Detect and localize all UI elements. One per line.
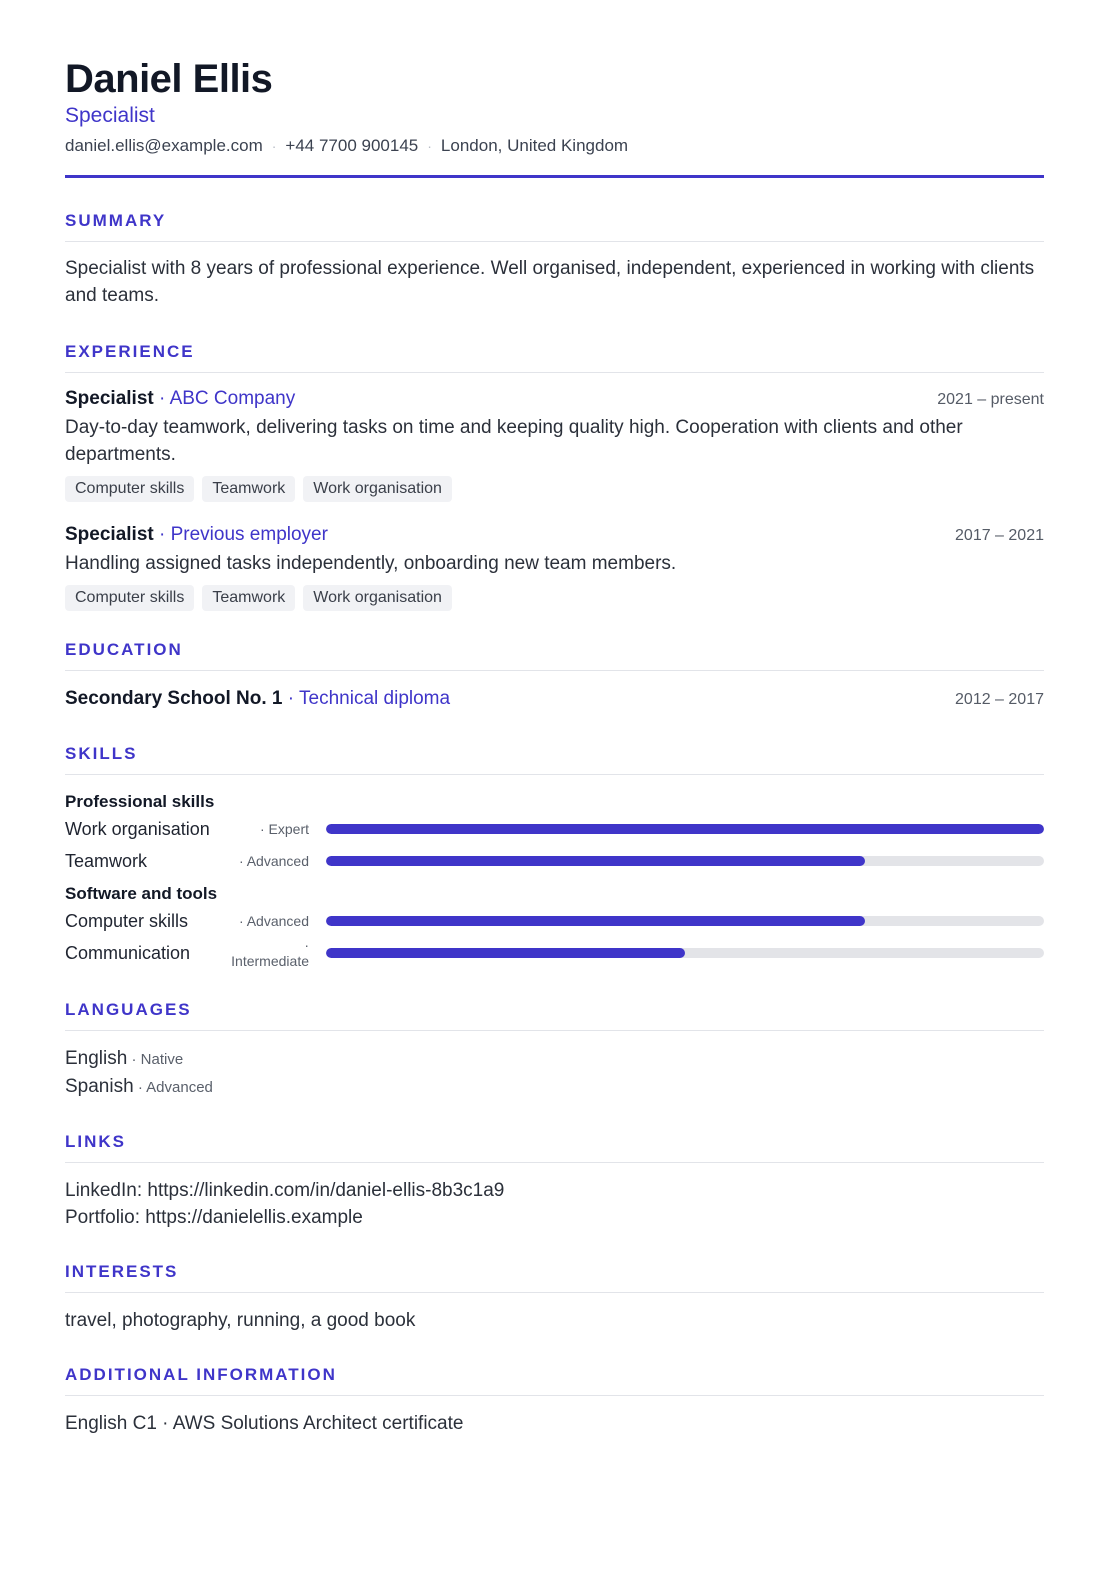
- section-title: EXPERIENCE: [65, 341, 1044, 373]
- skill-name: Teamwork: [65, 850, 148, 871]
- skill-level: · Intermediate: [231, 937, 309, 969]
- contact-line: [65, 134, 1044, 158]
- language-name: English: [65, 1048, 128, 1069]
- interests-section: [65, 1261, 1044, 1334]
- skill-bar-fill: [326, 824, 1044, 834]
- contact-separator: ·: [427, 138, 432, 154]
- job-dates: 2021 – present: [937, 391, 1044, 408]
- phone[interactable]: +44 7700 900145: [285, 136, 419, 155]
- skills-section: [65, 743, 1044, 969]
- skill-bar: [326, 856, 1044, 866]
- school-name: Secondary School No. 1: [65, 688, 283, 709]
- skill-tags: [65, 476, 1044, 502]
- skill-name: Work organisation: [65, 818, 210, 839]
- section-title: EDUCATION: [65, 639, 1044, 671]
- languages-section: [65, 999, 1044, 1101]
- job-dates: 2017 – 2021: [955, 527, 1044, 544]
- separator: ·: [159, 388, 170, 409]
- skill-row: [65, 845, 1044, 877]
- separator: ·: [287, 688, 300, 709]
- education-dates: 2012 – 2017: [955, 691, 1044, 708]
- skill-tag: Work organisation: [303, 476, 452, 502]
- separator: ·: [159, 524, 171, 545]
- language-item: [65, 1045, 1044, 1073]
- language-name: Spanish: [65, 1076, 134, 1097]
- location: London, United Kingdom: [440, 136, 629, 155]
- interests-text: travel, photography, running, a good book: [65, 1310, 416, 1331]
- section-title: ADDITIONAL INFORMATION: [65, 1364, 1044, 1396]
- company-name: Previous employer: [170, 524, 328, 545]
- portfolio-link[interactable]: Portfolio: https://danielellis.example: [65, 1207, 363, 1228]
- section-title: INTERESTS: [65, 1261, 1044, 1293]
- skill-bar: [326, 824, 1044, 834]
- candidate-name: Daniel Ellis: [65, 57, 273, 101]
- skill-name: Computer skills: [65, 910, 189, 931]
- summary-section: [65, 210, 1044, 309]
- skill-row: [65, 813, 1044, 845]
- section-title: LANGUAGES: [65, 999, 1044, 1031]
- candidate-role: Specialist: [65, 104, 155, 127]
- experience-entry: [65, 522, 1044, 611]
- experience-section: [65, 341, 1044, 611]
- skill-group-title: Software and tools: [65, 884, 218, 903]
- skill-bar-fill: [326, 856, 865, 866]
- language-level: · Native: [127, 1051, 184, 1068]
- company-name: ABC Company: [169, 388, 296, 409]
- skill-level: · Advanced: [238, 913, 309, 929]
- header-divider: [65, 175, 1044, 178]
- skill-tag: Teamwork: [202, 476, 295, 502]
- additional-text: English C1 · AWS Solutions Architect certificate: [65, 1413, 464, 1434]
- education-entry: [65, 686, 1044, 713]
- skill-name: Communication: [65, 942, 191, 963]
- skill-bar: [326, 916, 1044, 926]
- job-description: Day-to-day teamwork, delivering tasks on time and keeping quality high. Cooperation with clients and other departments.: [65, 417, 963, 465]
- language-level: · Advanced: [133, 1079, 213, 1096]
- linkedin-link[interactable]: LinkedIn: https://linkedin.com/in/daniel-ellis-8b3c1a9: [65, 1180, 505, 1201]
- contact-separator: ·: [271, 138, 277, 154]
- section-title: LINKS: [65, 1131, 1044, 1163]
- skill-tag: Computer skills: [65, 476, 194, 502]
- summary-text: Specialist with 8 years of professional experience. Well organised, independent, experienced in working with clients and teams.: [65, 258, 1035, 306]
- skill-tag: Work organisation: [303, 585, 452, 611]
- job-title: Specialist: [65, 388, 154, 409]
- skill-bar: [326, 948, 1044, 958]
- education-section: [65, 639, 1044, 713]
- skill-row: [65, 905, 1044, 937]
- section-title: SUMMARY: [65, 210, 1044, 242]
- section-title: SKILLS: [65, 743, 1044, 775]
- skill-row: [65, 937, 1044, 969]
- email[interactable]: daniel.ellis@example.com: [65, 136, 263, 155]
- skill-tag: Teamwork: [202, 585, 295, 611]
- links-section: [65, 1131, 1044, 1231]
- skill-bar-fill: [326, 916, 865, 926]
- language-item: [65, 1073, 1044, 1101]
- skill-level: · Advanced: [238, 853, 309, 869]
- experience-entry: [65, 386, 1044, 502]
- skill-bar-fill: [326, 948, 685, 958]
- job-title: Specialist: [65, 524, 154, 545]
- job-description: Handling assigned tasks independently, onboarding new team members.: [65, 553, 677, 574]
- skill-group-title: Professional skills: [65, 792, 215, 811]
- skill-tag: Computer skills: [65, 585, 194, 611]
- skill-tags: [65, 585, 1044, 611]
- additional-section: [65, 1364, 1044, 1437]
- degree-name: Technical diploma: [299, 688, 451, 709]
- skill-level: · Expert: [259, 821, 309, 837]
